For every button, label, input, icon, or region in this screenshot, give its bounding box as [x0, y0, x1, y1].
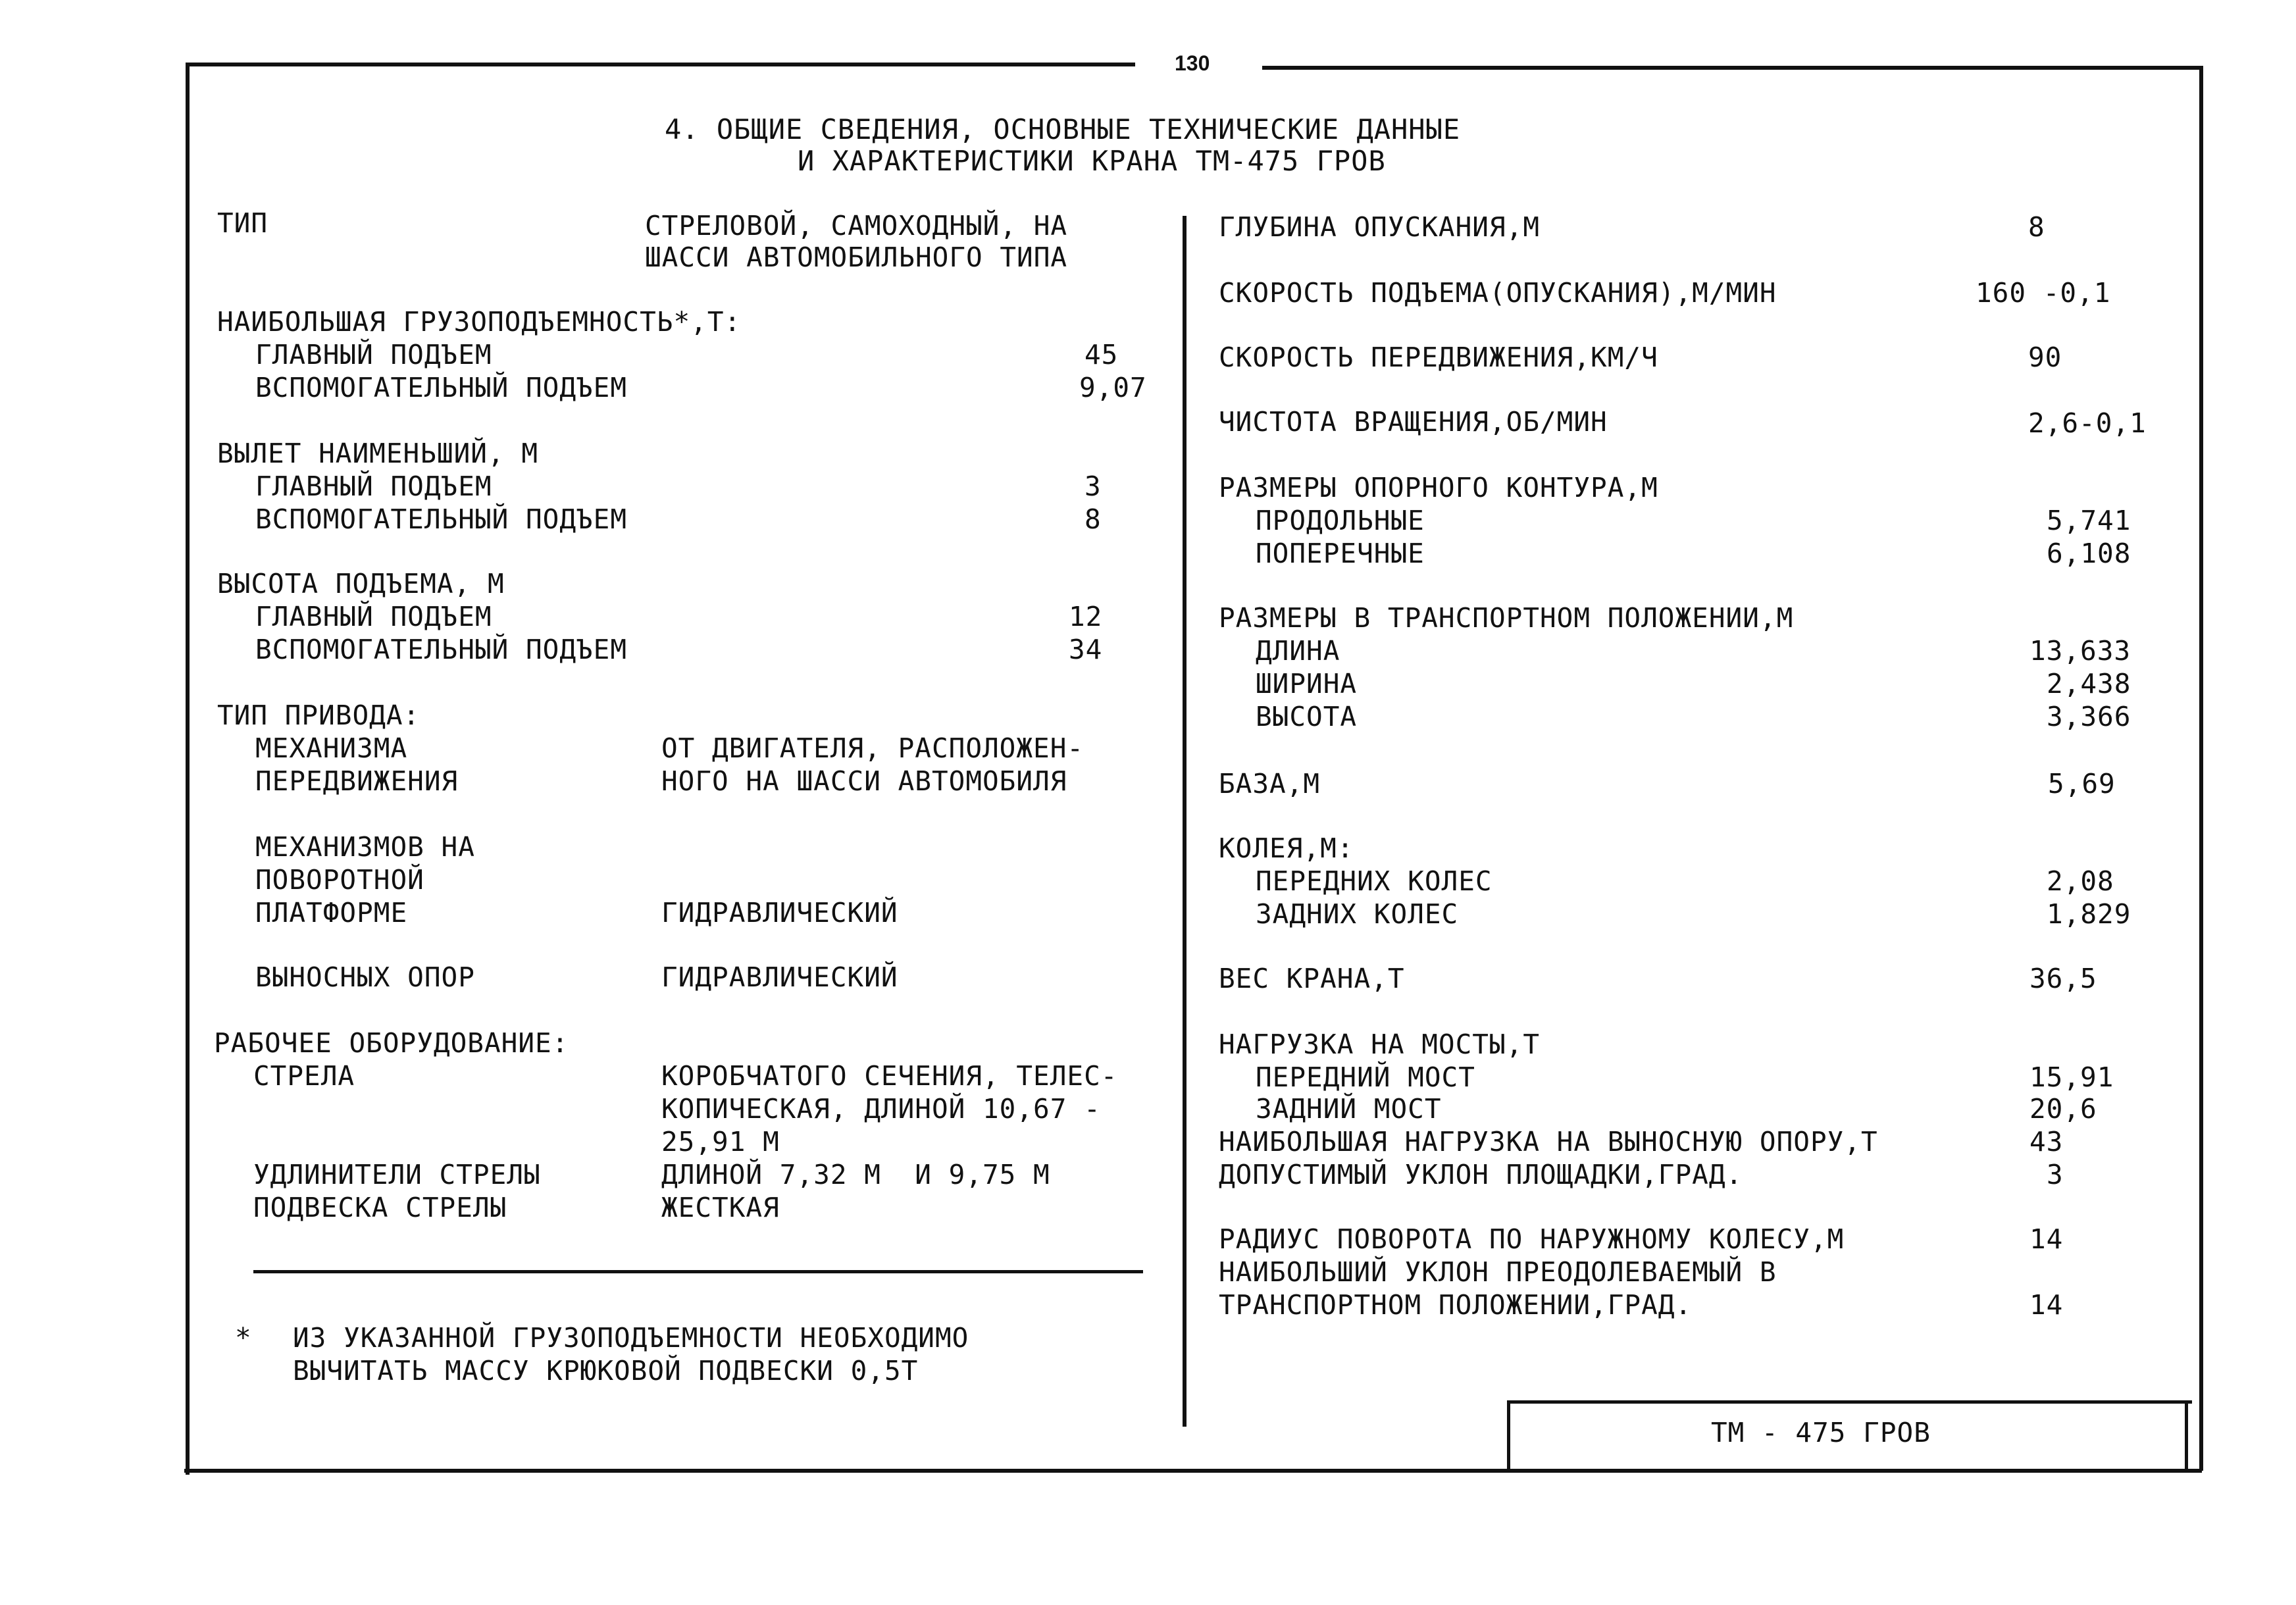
travel-speed-label: СКОРОСТЬ ПЕРЕДВИЖЕНИЯ,КМ/Ч [1219, 342, 1658, 373]
lift-speed-label: СКОРОСТЬ ПОДЪЕМА(ОПУСКАНИЯ),М/МИН [1219, 277, 1777, 309]
drive-travel-value-1: ОТ ДВИГАТЕЛЯ, РАСПОЛОЖЕН- [661, 732, 1084, 764]
rotation-label: ЧИСТОТА ВРАЩЕНИЯ,ОБ/МИН [1219, 406, 1608, 438]
track-front-label: ПЕРЕДНИХ КОЛЕС [1256, 865, 1492, 897]
height-heading: ВЫСОТА ПОДЪЕМА, М [217, 568, 505, 599]
height-main-value: 12 [1069, 601, 1103, 632]
drive-travel-label-1: МЕХАНИЗМА [255, 732, 408, 764]
drive-outrigger-value: ГИДРАВЛИЧЕСКИЙ [661, 961, 898, 993]
reach-aux-value: 8 [1084, 503, 1102, 535]
footnote-line-2: ВЫЧИТАТЬ МАССУ КРЮКОВОЙ ПОДВЕСКИ 0,5Т [293, 1355, 919, 1387]
reach-aux-label: ВСПОМОГАТЕЛЬНЫЙ ПОДЪЕМ [255, 503, 628, 535]
track-heading: КОЛЕЯ,М: [1219, 832, 1354, 864]
height-aux-label: ВСПОМОГАТЕЛЬНЫЙ ПОДЪЕМ [255, 634, 628, 665]
grade-label-1: НАИБОЛЬШИЙ УКЛОН ПРЕОДОЛЕВАЕМЫЙ В [1219, 1256, 1777, 1288]
capacity-main-label: ГЛАВНЫЙ ПОДЪЕМ [255, 339, 492, 370]
boom-value-1: КОРОБЧАТОГО СЕЧЕНИЯ, ТЕЛЕС- [661, 1060, 1118, 1092]
length-label: ДЛИНА [1256, 635, 1340, 667]
capacity-heading: НАИБОЛЬШАЯ ГРУЗОПОДЪЕМНОСТЬ*,Т: [217, 306, 742, 338]
slope-value: 3 [2047, 1159, 2064, 1190]
slope-label: ДОПУСТИМЫЙ УКЛОН ПЛОЩАДКИ,ГРАД. [1219, 1159, 1743, 1190]
column-divider [1183, 216, 1186, 1427]
depth-value: 8 [2028, 211, 2045, 243]
type-value-1: СТРЕЛОВОЙ, САМОХОДНЫЙ, НА [645, 210, 1068, 242]
drive-platform-label-1: МЕХАНИЗМОВ НА [255, 831, 475, 863]
drive-travel-label-2: ПЕРЕДВИЖЕНИЯ [255, 765, 459, 797]
drive-outrigger-label: ВЫНОСНЫХ ОПОР [255, 961, 475, 993]
height-aux-value: 34 [1069, 634, 1103, 665]
axle-rear-value: 20,6 [2029, 1093, 2097, 1125]
track-rear-value: 1,829 [2047, 898, 2131, 930]
footnote-separator [253, 1270, 1143, 1273]
base-label: БАЗА,М [1219, 768, 1321, 800]
grade-label-2: ТРАНСПОРТНОМ ПОЛОЖЕНИИ,ГРАД. [1219, 1289, 1693, 1321]
drive-platform-label-2: ПОВОРОТНОЙ [255, 864, 424, 896]
height-label: ВЫСОТА [1256, 701, 1358, 732]
susp-value: ЖЕСТКАЯ [661, 1192, 780, 1223]
type-value-2: ШАССИ АВТОМОБИЛЬНОГО ТИПА [645, 242, 1068, 273]
reach-heading: ВЫЛЕТ НАИМЕНЬШИЙ, М [217, 438, 538, 469]
frame-top-right [1262, 66, 2203, 70]
reach-main-value: 3 [1084, 471, 1102, 502]
contour-long-value: 5,741 [2047, 505, 2131, 536]
drive-travel-value-2: НОГО НА ШАССИ АВТОМОБИЛЯ [661, 765, 1067, 797]
base-value: 5,69 [2048, 768, 2116, 800]
capacity-aux-label: ВСПОМОГАТЕЛЬНЫЙ ПОДЪЕМ [255, 372, 628, 403]
boom-value-3: 25,91 М [661, 1126, 780, 1158]
lift-speed-value: 160 -0,1 [1976, 277, 2111, 309]
axle-front-value: 15,91 [2029, 1061, 2114, 1093]
title-line-1: 4. ОБЩИЕ СВЕДЕНИЯ, ОСНОВНЫЕ ТЕХНИЧЕСКИЕ ДАННЫЕ [665, 113, 1461, 145]
rotation-value: 2,6-0,1 [2028, 407, 2147, 439]
title-block-right-edge [2185, 1400, 2188, 1469]
capacity-main-value: 45 [1084, 339, 1119, 370]
height-main-label: ГЛАВНЫЙ ПОДЪЕМ [255, 601, 492, 632]
equipment-heading: РАБОЧЕЕ ОБОРУДОВАНИЕ: [214, 1027, 569, 1059]
track-rear-label: ЗАДНИХ КОЛЕС [1256, 898, 1459, 930]
contour-cross-value: 6,108 [2047, 538, 2131, 569]
track-front-value: 2,08 [2047, 865, 2114, 897]
drive-platform-value: ГИДРАВЛИЧЕСКИЙ [661, 897, 898, 929]
page-number: 130 [1175, 51, 1210, 75]
weight-value: 36,5 [2029, 963, 2097, 994]
frame-left [186, 63, 190, 1475]
title-block-text: ТМ - 475 ГРОВ [1711, 1417, 1931, 1448]
travel-speed-value: 90 [2028, 342, 2062, 373]
grade-value: 14 [2029, 1289, 2064, 1321]
weight-label: ВЕС КРАНА,Т [1219, 963, 1405, 994]
capacity-aux-value: 9,07 [1079, 372, 1147, 403]
contour-cross-label: ПОПЕРЕЧНЫЕ [1256, 538, 1425, 569]
axle-heading: НАГРУЗКА НА МОСТЫ,Т [1219, 1029, 1540, 1060]
axle-rear-label: ЗАДНИЙ МОСТ [1256, 1093, 1442, 1125]
outrigger-load-value: 43 [2029, 1126, 2064, 1158]
contour-long-label: ПРОДОЛЬНЫЕ [1256, 505, 1425, 536]
height-value: 3,366 [2047, 701, 2131, 732]
drive-heading: ТИП ПРИВОДА: [217, 700, 421, 731]
outrigger-load-label: НАИБОЛЬШАЯ НАГРУЗКА НА ВЫНОСНУЮ ОПОРУ,Т [1219, 1126, 1878, 1158]
footnote-mark: * [235, 1322, 252, 1354]
type-label: ТИП [217, 207, 268, 239]
contour-heading: РАЗМЕРЫ ОПОРНОГО КОНТУРА,М [1219, 472, 1658, 503]
depth-label: ГЛУБИНА ОПУСКАНИЯ,М [1219, 211, 1540, 243]
width-label: ШИРИНА [1256, 668, 1358, 700]
reach-main-label: ГЛАВНЫЙ ПОДЪЕМ [255, 471, 492, 502]
frame-right [2199, 68, 2203, 1471]
title-line-2: И ХАРАКТЕРИСТИКИ КРАНА ТМ-475 ГРОВ [798, 145, 1386, 177]
axle-front-label: ПЕРЕДНИЙ МОСТ [1256, 1061, 1475, 1093]
frame-top-left [188, 63, 1135, 66]
boom-value-2: КОПИЧЕСКАЯ, ДЛИНОЙ 10,67 - [661, 1093, 1101, 1125]
ext-label: УДЛИНИТЕЛИ СТРЕЛЫ [253, 1159, 541, 1190]
footnote-line-1: ИЗ УКАЗАННОЙ ГРУЗОПОДЪЕМНОСТИ НЕОБХОДИМО [293, 1322, 969, 1354]
width-value: 2,438 [2047, 668, 2131, 700]
transport-heading: РАЗМЕРЫ В ТРАНСПОРТНОМ ПОЛОЖЕНИИ,М [1219, 602, 1794, 634]
ext-value: ДЛИНОЙ 7,32 М И 9,75 М [661, 1159, 1050, 1190]
radius-label: РАДИУС ПОВОРОТА ПО НАРУЖНОМУ КОЛЕСУ,М [1219, 1223, 1845, 1255]
drive-platform-label-3: ПЛАТФОРМЕ [255, 897, 408, 929]
boom-label: СТРЕЛА [253, 1060, 355, 1092]
radius-value: 14 [2029, 1223, 2064, 1255]
susp-label: ПОДВЕСКА СТРЕЛЫ [253, 1192, 507, 1223]
length-value: 13,633 [2029, 635, 2131, 667]
